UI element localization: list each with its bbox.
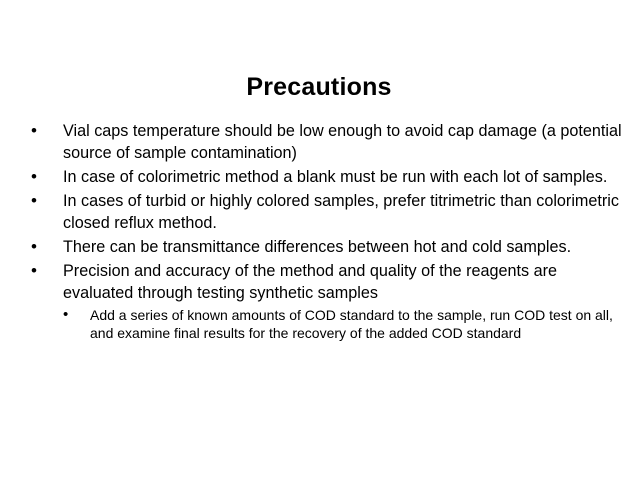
sub-bullet-list <box>63 306 631 342</box>
bullet-item <box>31 260 631 342</box>
bullet-item <box>31 166 631 188</box>
bullet-dot-icon: • <box>31 237 37 256</box>
bullet-item <box>31 120 631 164</box>
bullet-text: There can be transmittance differences between hot and cold samples. <box>63 238 572 256</box>
slide-title: Precautions <box>246 73 392 101</box>
sub-bullet-item <box>63 306 631 342</box>
bullet-text: In cases of turbid or highly colored samples, prefer titrimetric than colorimetric closed reflux method. <box>63 192 619 232</box>
sub-bullet-dot-icon: • <box>63 306 69 323</box>
bullet-list <box>31 120 631 344</box>
bullet-dot-icon: • <box>31 167 37 186</box>
bullet-item <box>31 190 631 234</box>
bullet-dot-icon: • <box>31 121 37 140</box>
bullet-dot-icon: • <box>31 261 37 280</box>
bullet-text: In case of colorimetric method a blank must be run with each lot of samples. <box>63 168 608 186</box>
sub-bullet-text: Add a series of known amounts of COD standard to the sample, run COD test on all, and examine final results for the recovery of the added COD standard <box>90 307 613 341</box>
bullet-item <box>31 236 631 258</box>
bullet-text: Precision and accuracy of the method and quality of the reagents are evaluated through testing synthetic samples <box>63 262 558 302</box>
bullet-dot-icon: • <box>31 191 37 210</box>
bullet-text: Vial caps temperature should be low enough to avoid cap damage (a potential source of sample contamination) <box>63 122 622 162</box>
